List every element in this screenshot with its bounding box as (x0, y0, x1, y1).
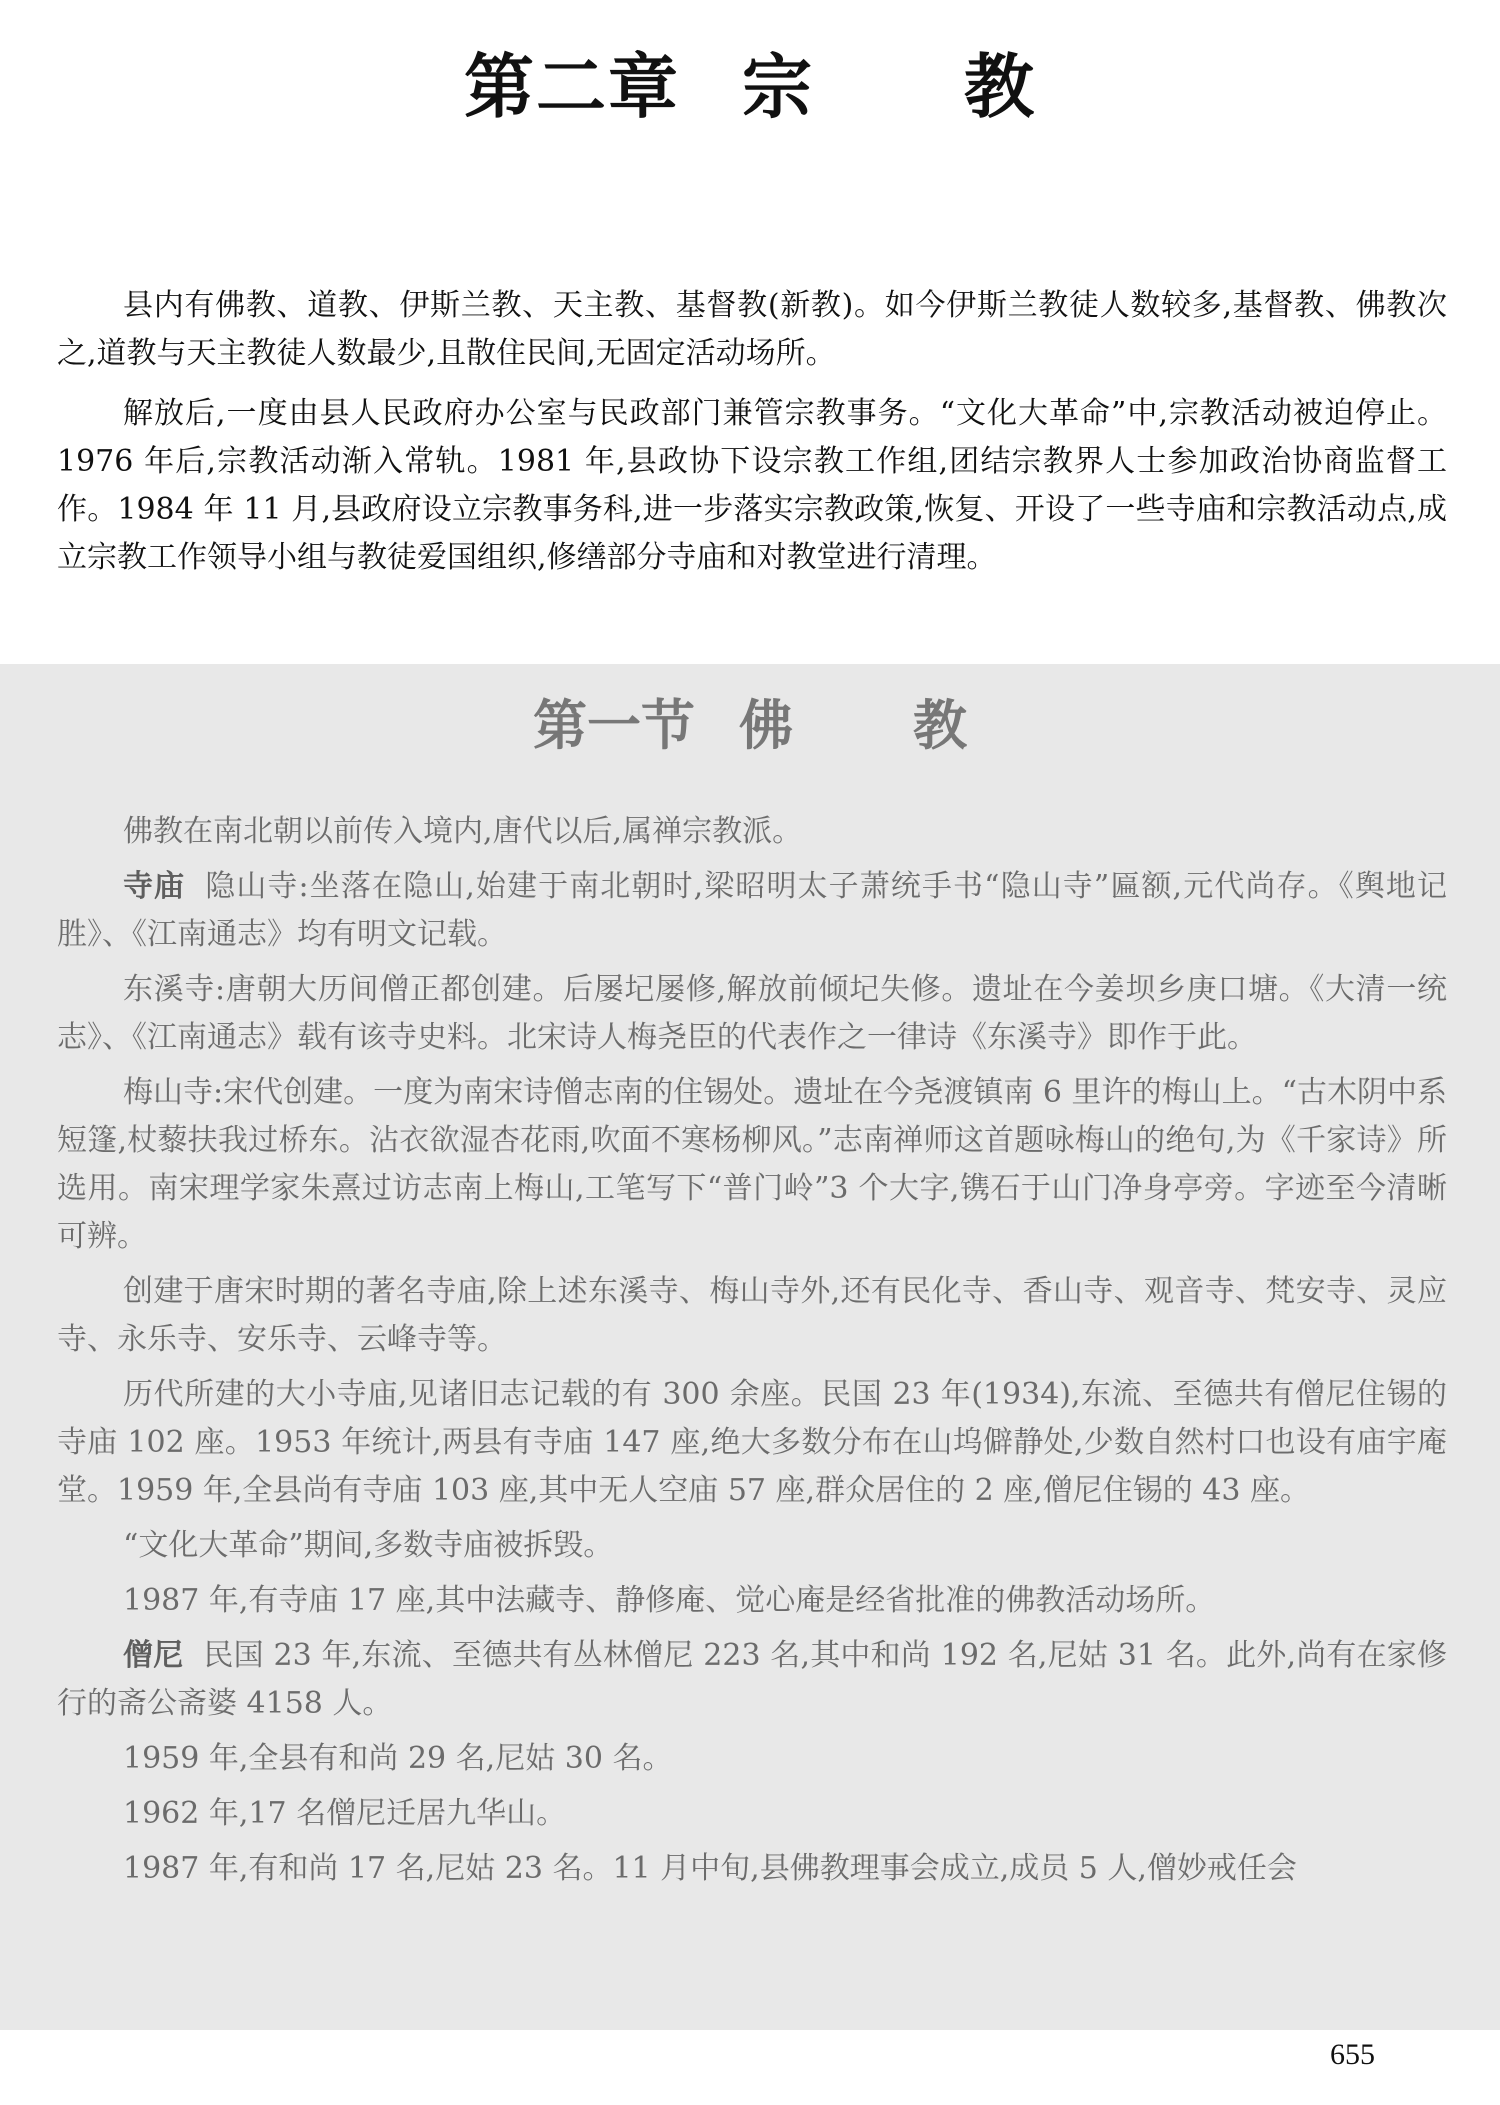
body-paragraph: 佛教在南北朝以前传入境内,唐代以后,属禅宗教派。 (123, 814, 803, 849)
page-number: 655 (1330, 2038, 1375, 2071)
body-paragraph: 1959 年,全县有和尚 29 名,尼姑 30 名。 (123, 1741, 673, 1776)
body-paragraph: 1987 年,有和尚 17 名,尼姑 23 名。11 月中旬,县佛教理事会成立,成员 5 人,僧妙戒任会 (123, 1851, 1297, 1886)
chapter-intro (57, 282, 1447, 594)
chapter-title-char-1: 宗 (742, 45, 814, 128)
body-paragraph: 东溪寺:唐朝大历间僧正都创建。后屡圮屡修,解放前倾圮失修。遗址在今姜坝乡庚口塘。《大清一统志》、《江南通志》载有该寺史料。北宋诗人梅尧臣的代表作之一律诗《东溪寺》即作于此。 (57, 972, 1447, 1055)
chapter-number: 第二章 (464, 45, 680, 128)
body-paragraph: 创建于唐宋时期的著名寺庙,除上述东溪寺、梅山寺外,还有民化寺、香山寺、观音寺、梵安寺、灵应寺、永乐寺、安乐寺、云峰寺等。 (57, 1274, 1447, 1357)
body-paragraph: “文化大革命”期间,多数寺庙被拆毁。 (123, 1528, 614, 1563)
body-text: 民国 23 年,东流、至德共有丛林僧尼 223 名,其中和尚 192 名,尼姑 31 名。此外,尚有在家修行的斋公斋婆 4158 人。 (57, 1638, 1448, 1721)
subheading-monks-nuns: 僧尼 (123, 1638, 184, 1673)
body-paragraph: 1987 年,有寺庙 17 座,其中法藏寺、静修庵、觉心庵是经省批准的佛教活动场所。 (123, 1583, 1216, 1618)
body-paragraph: 历代所建的大小寺庙,见诸旧志记载的有 300 余座。民国 23 年(1934),东流、至德共有僧尼住锡的寺庙 102 座。1953 年统计,两县有寺庙 147 座,绝大多数分布在山坞僻静处,少数自然村口也设有庙宇庵堂。1959 年,全县尚有寺庙 103 座,其中无人空庙 57 座,群众居住的 2 座,僧尼住锡的 43 座。 (57, 1377, 1447, 1508)
section-title-char-1: 佛 (739, 693, 793, 757)
body-text: 隐山寺:坐落在隐山,始建于南北朝时,梁昭明太子萧统手书“隐山寺”匾额,元代尚存。《舆地记胜》、《江南通志》均有明文记载。 (57, 869, 1448, 952)
body-paragraph (57, 1632, 1447, 1728)
section-title (0, 693, 1500, 757)
section-number: 第一节 (533, 693, 695, 757)
subheading-temples: 寺庙 (123, 869, 186, 904)
body-paragraph: 梅山寺:宋代创建。一度为南宋诗僧志南的住锡处。遗址在今尧渡镇南 6 里许的梅山上。“古木阴中系短篷,杖藜扶我过桥东。沾衣欲湿杏花雨,吹面不寒杨柳风。”志南禅师这首题咏梅山的绝句,为《千家诗》所选用。南宋理学家朱熹过访志南上梅山,工笔写下“普门岭”3 个大字,镌石于山门净身亭旁。字迹至今清晰可辨。 (57, 1075, 1447, 1254)
body-paragraph (57, 863, 1447, 959)
intro-paragraph: 县内有佛教、道教、伊斯兰教、天主教、基督教(新教)。如今伊斯兰教徒人数较多,基督教、佛教次之,道教与天主教徒人数最少,且散住民间,无固定活动场所。 (57, 288, 1447, 371)
section-body (57, 808, 1447, 1900)
body-paragraph: 1962 年,17 名僧尼迁居九华山。 (123, 1796, 567, 1831)
intro-paragraph: 解放后,一度由县人民政府办公室与民政部门兼管宗教事务。“文化大革命”中,宗教活动被迫停止。1976 年后,宗教活动渐入常轨。1981 年,县政协下设宗教工作组,团结宗教界人士参加政治协商监督工作。1984 年 11 月,县政府设立宗教事务科,进一步落实宗教政策,恢复、开设了一些寺庙和宗教活动点,成立宗教工作领导小组与教徒爱国组织,修缮部分寺庙和对教堂进行清理。 (57, 396, 1447, 575)
chapter-title-char-2: 教 (964, 45, 1036, 128)
chapter-title (0, 45, 1500, 128)
section-buddhism (0, 664, 1500, 2030)
section-title-char-2: 教 (913, 693, 967, 757)
